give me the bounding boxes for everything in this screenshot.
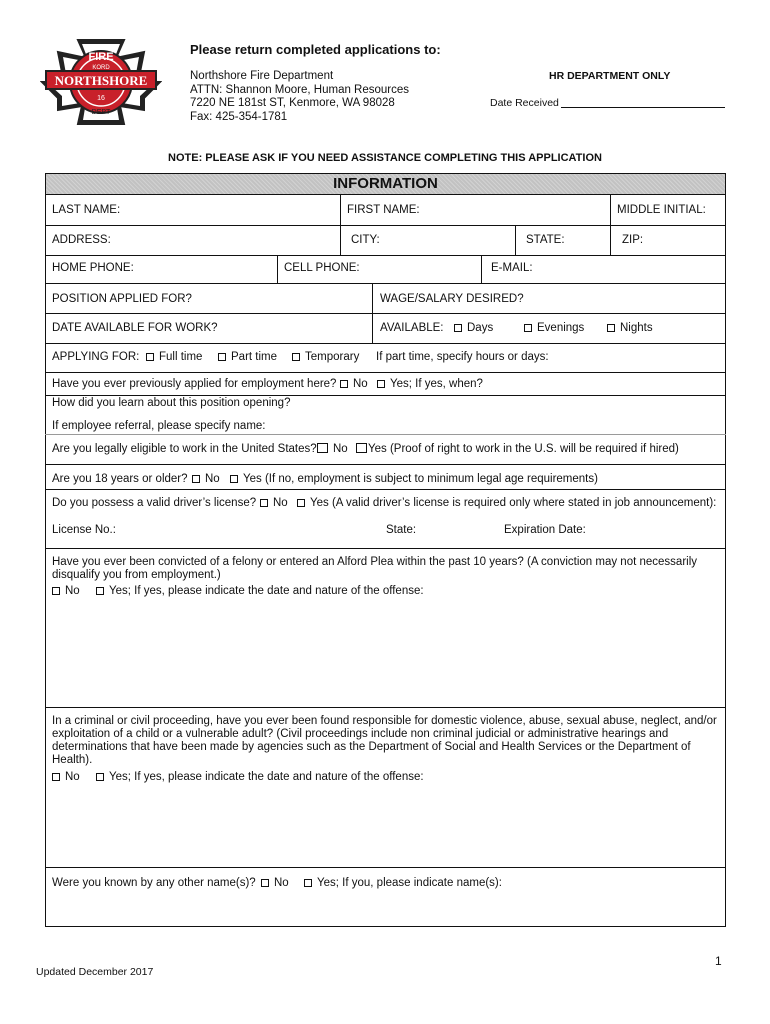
row-divider <box>45 255 726 256</box>
checkbox-icon <box>261 879 269 887</box>
checkbox-icon <box>146 353 154 361</box>
eligible-question: Are you legally eligible to work in the United States? <box>52 443 317 455</box>
row-divider <box>45 283 726 284</box>
return-instructions-title: Please return completed applications to: <box>190 42 441 57</box>
applied-yes-checkbox[interactable]: Yes; If yes, when? <box>377 378 483 390</box>
felony-no-checkbox[interactable]: No <box>52 585 80 597</box>
license-number-field[interactable]: License No.: <box>52 524 116 536</box>
section-title: INFORMATION <box>333 175 438 192</box>
row-divider <box>45 548 726 549</box>
license-state-field[interactable]: State: <box>386 524 417 536</box>
evenings-checkbox[interactable]: Evenings <box>524 322 584 334</box>
last-name-field[interactable]: LAST NAME: <box>52 204 121 216</box>
address-line: Northshore Fire Department <box>190 70 334 82</box>
checkbox-icon <box>52 587 60 595</box>
date-received-label: Date Received <box>490 97 559 109</box>
license-question: Do you possess a valid driver’s license? <box>52 497 257 509</box>
home-phone-field[interactable]: HOME PHONE: <box>52 262 134 274</box>
other-names-yes-checkbox[interactable]: Yes; If you, please indicate name(s): <box>304 877 502 889</box>
learn-about-position-field[interactable]: How did you learn about this position opening? <box>52 397 291 409</box>
license-no-checkbox[interactable]: No <box>260 497 288 509</box>
page-number: 1 <box>715 954 722 968</box>
row-divider <box>45 489 726 490</box>
felony-question: Have you ever been convicted of a felony or entered an Alford Plea within the past 10 years? (A conviction may not necessarily disqualify you from employment.) <box>52 556 698 581</box>
other-names-question: Were you known by any other name(s)? <box>52 877 256 889</box>
column-divider <box>481 255 482 283</box>
checkbox-icon <box>607 324 615 332</box>
criminal-yes-checkbox[interactable]: Yes; If yes, please indicate the date and nature of the offense: <box>96 771 424 783</box>
checkbox-icon <box>356 443 367 453</box>
temporary-checkbox[interactable]: Temporary <box>292 351 359 363</box>
checkbox-icon <box>454 324 462 332</box>
hr-department-only-label: HR DEPARTMENT ONLY <box>549 70 671 82</box>
employee-referral-field[interactable]: If employee referral, please specify name: <box>52 420 266 432</box>
date-received-field[interactable] <box>561 107 725 108</box>
age-question: Are you 18 years or older? <box>52 473 188 485</box>
eligible-yes-checkbox[interactable]: Yes (Proof of right to work in the U.S. will be required if hired) <box>356 443 679 455</box>
checkbox-icon <box>317 443 328 453</box>
criminal-no-checkbox[interactable]: No <box>52 771 80 783</box>
row-divider <box>45 434 726 435</box>
age-yes-checkbox[interactable]: Yes (If no, employment is subject to minimum legal age requirements) <box>230 473 598 485</box>
address-line: Fax: 425-354-1781 <box>190 110 288 123</box>
updated-date: Updated December 2017 <box>36 966 154 978</box>
felony-yes-checkbox[interactable]: Yes; If yes, please indicate the date and nature of the offense: <box>96 585 424 597</box>
other-names-no-checkbox[interactable]: No <box>261 877 289 889</box>
wage-salary-field[interactable]: WAGE/SALARY DESIRED? <box>380 293 524 305</box>
checkbox-icon <box>260 499 268 507</box>
license-expiration-field[interactable]: Expiration Date: <box>504 524 586 536</box>
checkbox-icon <box>340 380 348 388</box>
checkbox-icon <box>96 773 104 781</box>
row-divider <box>45 867 726 868</box>
row-divider <box>45 372 726 373</box>
checkbox-icon <box>52 773 60 781</box>
applied-before-question: Have you ever previously applied for employment here? <box>52 378 337 390</box>
nights-checkbox[interactable]: Nights <box>607 322 653 334</box>
row-divider <box>45 707 726 708</box>
column-divider <box>610 195 611 255</box>
license-yes-checkbox[interactable]: Yes (A valid driver’s license is required only where stated in job announcement): <box>297 497 716 509</box>
criminal-details-area[interactable] <box>50 788 720 862</box>
city-field[interactable]: CITY: <box>351 234 380 246</box>
checkbox-icon <box>304 879 312 887</box>
full-time-checkbox[interactable]: Full time <box>146 351 202 363</box>
email-field[interactable]: E-MAIL: <box>491 262 533 274</box>
age-no-checkbox[interactable]: No <box>192 473 220 485</box>
column-divider <box>340 195 341 255</box>
checkbox-icon <box>192 475 200 483</box>
eligible-no-checkbox[interactable]: No <box>317 443 348 455</box>
assistance-note: NOTE: PLEASE ASK IF YOU NEED ASSISTANCE COMPLETING THIS APPLICATION <box>168 152 602 164</box>
row-divider <box>45 464 726 465</box>
checkbox-icon <box>218 353 226 361</box>
northshore-fire-logo <box>40 38 162 126</box>
state-field[interactable]: STATE: <box>526 234 565 246</box>
checkbox-icon <box>96 587 104 595</box>
logo-name-text: NORTHSHORE <box>54 73 148 88</box>
date-available-field[interactable]: DATE AVAILABLE FOR WORK? <box>52 322 218 334</box>
logo-fire-text: FIRE <box>88 51 114 63</box>
column-divider <box>372 283 373 343</box>
address-line: 7220 NE 181st ST, Kenmore, WA 98028 <box>190 97 395 109</box>
part-time-hours-field[interactable]: If part time, specify hours or days: <box>376 351 549 363</box>
applying-for-label: APPLYING FOR: <box>52 351 140 363</box>
other-names-area[interactable] <box>50 894 720 922</box>
logo-number-text: 16 <box>97 95 105 102</box>
position-applied-field[interactable]: POSITION APPLIED FOR? <box>52 293 192 305</box>
cell-phone-field[interactable]: CELL PHONE: <box>284 262 360 274</box>
days-checkbox[interactable]: Days <box>454 322 493 334</box>
checkbox-icon <box>297 499 305 507</box>
checkbox-icon <box>292 353 300 361</box>
checkbox-icon <box>524 324 532 332</box>
felony-details-area[interactable] <box>50 602 720 702</box>
middle-initial-field[interactable]: MIDDLE INITIAL: <box>617 204 706 216</box>
checkbox-icon <box>230 475 238 483</box>
mailing-address <box>190 70 409 124</box>
row-divider <box>45 343 726 344</box>
address-field[interactable]: ADDRESS: <box>52 234 111 246</box>
criminal-civil-question: In a criminal or civil proceeding, have you ever been found responsible for domestic violence, abuse, sexual abuse, neglect, and/or exploitation of a child or a vulnerable adult? (Civil proceedings include non criminal judicial or administrative hearings and determinations that have been made by agencies such as the Department of Social and Health Services or the Department of Health). <box>52 715 717 766</box>
row-divider <box>45 395 726 396</box>
column-divider <box>277 255 278 283</box>
logo-kord-text: KORD <box>92 65 110 71</box>
row-divider <box>45 225 726 226</box>
applied-no-checkbox[interactable]: No <box>340 378 368 390</box>
first-name-field[interactable]: FIRST NAME: <box>347 204 420 216</box>
logo-dept-text: DEPT <box>91 109 111 116</box>
zip-field[interactable]: ZIP: <box>622 234 644 246</box>
part-time-checkbox[interactable]: Part time <box>218 351 277 363</box>
available-label: AVAILABLE: <box>380 322 444 334</box>
checkbox-icon <box>377 380 385 388</box>
column-divider <box>515 225 516 255</box>
row-divider <box>45 313 726 314</box>
address-line: ATTN: Shannon Moore, Human Resources <box>190 83 410 96</box>
